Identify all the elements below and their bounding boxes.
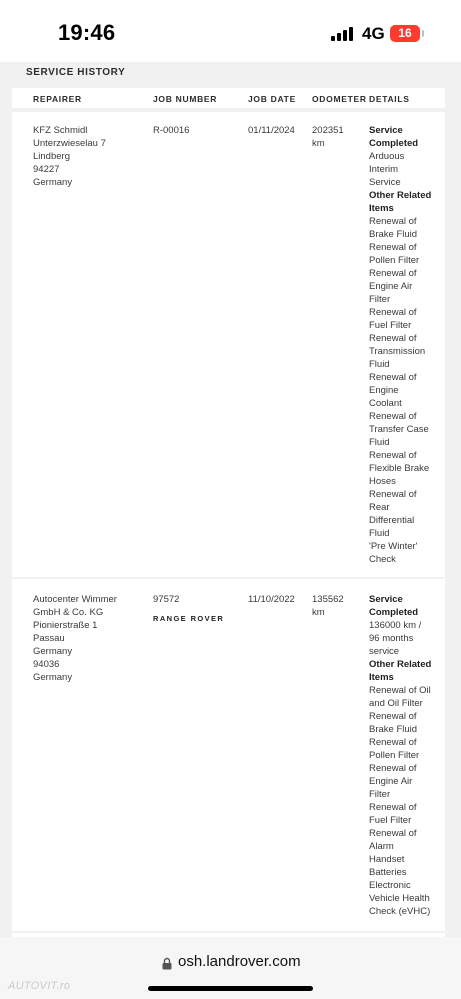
detail-line: 96 months xyxy=(369,633,414,644)
repairer-line: Germany xyxy=(33,177,73,188)
job-date-cell xyxy=(248,124,295,137)
detail-line: Items xyxy=(369,203,394,214)
lock-icon xyxy=(162,957,172,970)
watermark: AUTOVIT.ro xyxy=(8,980,71,992)
detail-line: 136000 km / xyxy=(369,620,422,631)
detail-line: Renewal of xyxy=(369,333,417,344)
detail-line: Fluid xyxy=(369,359,390,370)
odometer-unit: km xyxy=(312,138,325,149)
detail-line: Pollen Filter xyxy=(369,255,420,266)
job-date: 11/10/2022 xyxy=(248,594,295,605)
detail-line: Other Related xyxy=(369,190,432,201)
header-odometer: ODOMETER xyxy=(312,94,367,104)
detail-line: Batteries xyxy=(369,867,407,878)
detail-line: Hoses xyxy=(369,476,396,487)
detail-line: Service xyxy=(369,177,401,188)
detail-line: Completed xyxy=(369,607,419,618)
repairer-line: Unterzwieselau 7 xyxy=(33,138,106,149)
header-job-number: JOB NUMBER xyxy=(153,94,218,104)
job-number-cell xyxy=(153,593,224,625)
detail-line: Renewal of xyxy=(369,372,417,383)
odometer-value: 135562 xyxy=(312,594,344,605)
detail-line: Service xyxy=(369,125,403,136)
job-date: 01/11/2024 xyxy=(248,125,295,136)
detail-line: Interim xyxy=(369,164,399,175)
detail-line: Pollen Filter xyxy=(369,750,420,761)
detail-line: Coolant xyxy=(369,398,402,409)
detail-line: Fluid xyxy=(369,437,390,448)
detail-line: Other Related xyxy=(369,659,432,670)
detail-line: Arduous xyxy=(369,151,405,162)
header-job-date: JOB DATE xyxy=(248,94,296,104)
repairer-cell xyxy=(33,593,117,684)
detail-line: Renewal of xyxy=(369,450,417,461)
detail-line: Filter xyxy=(369,789,391,800)
url-text[interactable]: osh.landrover.com xyxy=(178,953,301,970)
detail-line: Service xyxy=(369,594,403,605)
detail-line: Filter xyxy=(369,294,391,305)
detail-line: Renewal of xyxy=(369,411,417,422)
repairer-line: Autocenter Wimmer xyxy=(33,594,117,605)
detail-line: Renewal of xyxy=(369,307,417,318)
detail-line: Handset xyxy=(369,854,405,865)
odometer-value: 202351 xyxy=(312,125,344,136)
detail-line: Check (eVHC) xyxy=(369,906,431,917)
job-number-cell xyxy=(153,124,189,137)
status-time: 19:46 xyxy=(58,20,116,45)
detail-line: Electronic xyxy=(369,880,411,891)
detail-line: Engine Air xyxy=(369,281,413,292)
detail-line: Renewal of xyxy=(369,763,417,774)
home-indicator[interactable] xyxy=(148,986,313,991)
detail-line: Renewal of xyxy=(369,737,417,748)
table-row xyxy=(12,112,445,577)
repairer-line: Germany xyxy=(33,672,73,683)
repairer-line: Pionierstraße 1 xyxy=(33,620,98,631)
network-type: 4G xyxy=(362,24,385,43)
detail-line: Check xyxy=(369,554,396,565)
range-rover-logo: RANGE ROVER xyxy=(153,614,225,623)
battery-icon xyxy=(390,25,420,42)
battery-level: 16 xyxy=(398,26,412,40)
status-bar xyxy=(0,0,461,62)
detail-line: Renewal of xyxy=(369,242,417,253)
detail-line: Renewal of xyxy=(369,268,417,279)
odometer-cell xyxy=(312,124,344,150)
detail-line: Transfer Case xyxy=(369,424,429,435)
detail-line: 'Pre Winter' xyxy=(369,541,418,552)
job-number: 97572 xyxy=(153,594,180,605)
cellular-signal-icon xyxy=(331,27,355,41)
repairer-line: 94227 xyxy=(33,164,60,175)
header-details: DETAILS xyxy=(369,94,410,104)
detail-line: and Oil Filter xyxy=(369,698,423,709)
detail-line: Transmission xyxy=(369,346,426,357)
repairer-line: GmbH & Co. KG xyxy=(33,607,104,618)
detail-line: Renewal of xyxy=(369,711,417,722)
table-row xyxy=(12,579,445,931)
odometer-cell xyxy=(312,593,344,619)
detail-line: Brake Fluid xyxy=(369,229,418,240)
detail-line: Vehicle Health xyxy=(369,893,430,904)
detail-line: Fluid xyxy=(369,528,390,539)
detail-line: Renewal of xyxy=(369,489,417,500)
details-cell xyxy=(369,593,431,918)
detail-line: Brake Fluid xyxy=(369,724,418,735)
battery-cap xyxy=(422,30,424,37)
repairer-cell xyxy=(33,124,106,189)
detail-line: Renewal of xyxy=(369,802,417,813)
detail-line: Items xyxy=(369,672,394,683)
repairer-line: Lindberg xyxy=(33,151,70,162)
detail-line: Flexible Brake xyxy=(369,463,430,474)
repairer-line: Passau xyxy=(33,633,65,644)
detail-line: Rear xyxy=(369,502,390,513)
detail-line: Differential xyxy=(369,515,415,526)
job-number: R-00016 xyxy=(153,125,190,136)
repairer-line: 94036 xyxy=(33,659,60,670)
detail-line: Alarm xyxy=(369,841,394,852)
detail-line: service xyxy=(369,646,400,657)
detail-line: Engine xyxy=(369,385,399,396)
detail-line: Fuel Filter xyxy=(369,320,412,331)
detail-line: Completed xyxy=(369,138,419,149)
detail-line: Renewal of xyxy=(369,216,417,227)
repairer-line: Germany xyxy=(33,646,73,657)
header-repairer: REPAIRER xyxy=(33,94,82,104)
detail-line: Renewal of xyxy=(369,828,417,839)
table-header xyxy=(12,88,445,108)
detail-line: Fuel Filter xyxy=(369,815,412,826)
repairer-line: KFZ Schmidl xyxy=(33,125,88,136)
job-date-cell xyxy=(248,593,295,606)
odometer-unit: km xyxy=(312,607,325,618)
section-title: SERVICE HISTORY xyxy=(26,67,126,78)
page-content[interactable] xyxy=(0,62,461,937)
detail-line: Engine Air xyxy=(369,776,413,787)
detail-line: Renewal of Oil xyxy=(369,685,431,696)
details-cell xyxy=(369,124,431,566)
